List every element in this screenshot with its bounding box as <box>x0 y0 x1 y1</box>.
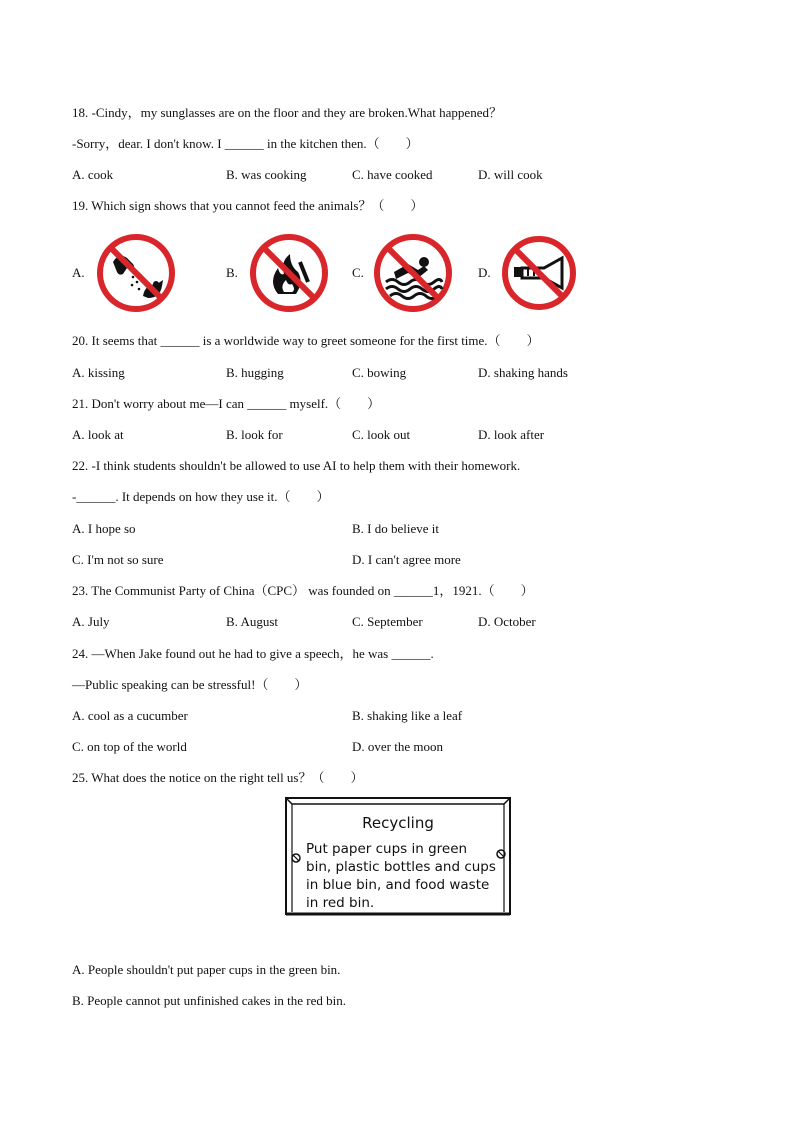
q18-option-b: B. was cooking <box>226 167 307 182</box>
q18-stem: 18. -Cindy，my sunglasses are on the floor and they are broken.What happened？ <box>72 105 502 120</box>
q19-stem: 19. Which sign shows that you cannot feed the animals？（ ） <box>72 198 424 213</box>
q18-option-c: C. have cooked <box>352 167 433 182</box>
q24-option-a: A. cool as a cucumber <box>72 708 188 723</box>
q20-option-d: D. shaking hands <box>478 365 568 380</box>
no-fire-sign-icon <box>248 232 330 314</box>
q23-option-b: B. August <box>226 614 279 629</box>
q21-option-d: D. look after <box>478 427 545 442</box>
q24-stem: 24. —When Jake found out he had to give a speech，he was ______. <box>72 646 434 661</box>
notice-body: Put paper cups in green bin, plastic bottles and cups in blue bin, and food waste in red bin. <box>306 841 496 911</box>
notice-title: Recycling <box>362 814 434 832</box>
q25-option-a: A. People shouldn't put paper cups in the green bin. <box>72 962 341 977</box>
q19-label-c: C. <box>352 265 364 280</box>
q22-option-b: B. I do believe it <box>352 521 440 536</box>
q20-option-b: B. hugging <box>226 365 284 380</box>
q20-option-a: A. kissing <box>72 365 125 380</box>
q22-option-a: A. I hope so <box>72 521 136 536</box>
q25-option-b: B. People cannot put unfinished cakes in the red bin. <box>72 993 347 1008</box>
q24-option-c: C. on top of the world <box>72 739 187 754</box>
q21-stem: 21. Don't worry about me—I can ______ myself.（ ） <box>72 396 381 411</box>
q25-stem: 25. What does the notice on the right tell us？（ ） <box>72 770 364 785</box>
q20-stem: 20. It seems that ______ is a worldwide way to greet someone for the first time.（ ） <box>72 333 540 348</box>
q22-option-d: D. I can't agree more <box>352 552 461 567</box>
q22-stem: 22. -I think students shouldn't be allowed to use AI to help them with their homework. <box>72 458 521 473</box>
q21-option-b: B. look for <box>226 427 283 442</box>
q23-option-d: D. October <box>478 614 536 629</box>
q18-option-d: D. will cook <box>478 167 543 182</box>
q18-dialogue: -Sorry，dear. I don't know. I ______ in the kitchen then.（ ） <box>72 136 419 151</box>
q22-option-c: C. I'm not so sure <box>72 552 164 567</box>
q23-stem: 23. The Communist Party of China（CPC） was founded on ______1，1921.（ ） <box>72 583 534 598</box>
no-horn-sign-icon <box>500 234 578 312</box>
no-swimming-sign-icon <box>372 232 454 314</box>
q24-option-b: B. shaking like a leaf <box>352 708 463 723</box>
q21-option-a: A. look at <box>72 427 124 442</box>
recycling-notice <box>282 794 514 918</box>
q24-dialogue: —Public speaking can be stressful!（ ） <box>72 677 308 692</box>
q19-label-d: D. <box>478 265 491 280</box>
no-feeding-animals-sign-icon <box>95 232 177 314</box>
q19-label-a: A. <box>72 265 85 280</box>
q21-option-c: C. look out <box>352 427 411 442</box>
q22-dialogue: -______. It depends on how they use it.（ ） <box>72 489 330 504</box>
q24-option-d: D. over the moon <box>352 739 443 754</box>
q18-option-a: A. cook <box>72 167 114 182</box>
q23-option-c: C. September <box>352 614 423 629</box>
q23-option-a: A. July <box>72 614 110 629</box>
q20-option-c: C. bowing <box>352 365 407 380</box>
q19-label-b: B. <box>226 265 238 280</box>
